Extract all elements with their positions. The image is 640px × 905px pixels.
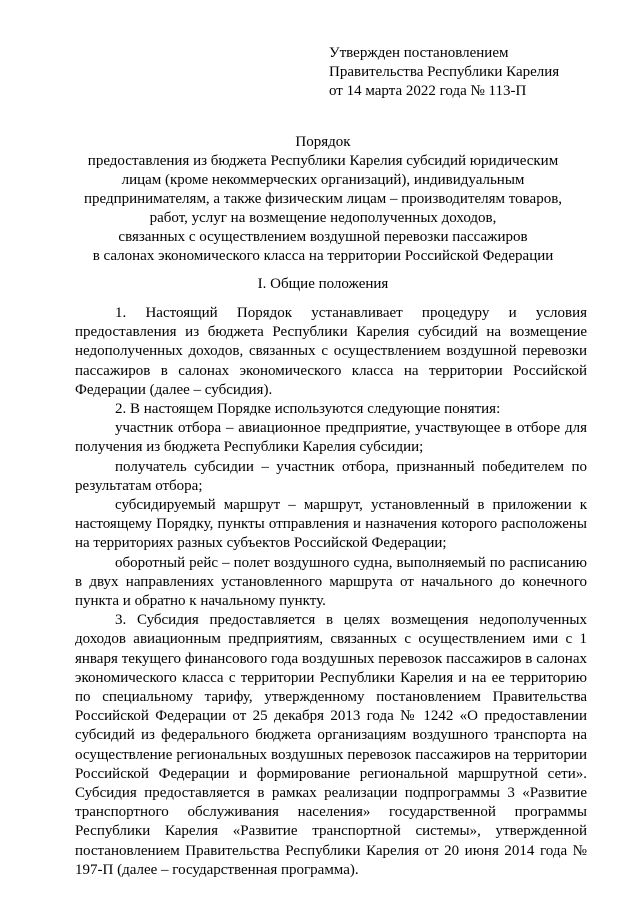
paragraph: 2. В настоящем Порядке используются следующие понятия: — [115, 401, 501, 418]
approval-line: от 14 марта 2022 года № 113-П — [329, 83, 527, 99]
title-line: работ, услуг на возмещение недополученных доходов, — [149, 210, 497, 226]
approval-stamp — [329, 44, 589, 101]
paragraph: получатель субсидии – участник отбора, признанный победителем по результатам отбора; — [75, 458, 587, 494]
title-line: лицам (кроме некоммерческих организаций), индивидуальным — [121, 172, 525, 188]
title-line: в салонах экономического класса на территории Российской Федерации — [92, 248, 554, 264]
title-line: предпринимателям, а также физическим лицам – производителям товаров, — [83, 191, 563, 207]
document-title — [60, 133, 586, 266]
title-line: связанных с осуществлением воздушной перевозки пассажиров — [118, 229, 528, 245]
title-line: Порядок — [295, 134, 351, 150]
paragraph: оборотный рейс – полет воздушного судна, выполняемый по расписанию в двух направлениях установленного маршрута от начального до конечного пункта и обратно к начальному пункту. — [75, 554, 587, 610]
title-line: предоставления из бюджета Республики Карелия субсидий юридическим — [87, 153, 559, 169]
paragraph: участник отбора – авиационное предприятие, участвующее в отборе для получения из бюджета Республики Карелия субсидии; — [75, 420, 587, 456]
approval-line: Правительства Республики Карелия — [329, 64, 560, 80]
paragraph: 1. Настоящий Порядок устанавливает процедуру и условия предоставления из бюджета Республики Карелия субсидий на возмещение недополученных доходов, связанных с осуществлением воздушной перевозки пассажиров в салонах экономического класса на территории Российской Федерации (далее – субсидия). — [75, 305, 587, 398]
section-heading: I. Общие положения — [257, 276, 389, 292]
paragraph: субсидируемый маршрут – маршрут, установленный в приложении к настоящему Порядку, пункты отправления и назначения которого расположены на территориях разных субъектов Российской Федерации; — [75, 497, 587, 552]
approval-line: Утвержден постановлением — [329, 45, 509, 61]
document-body — [75, 304, 587, 880]
paragraph: 3. Субсидия предоставляется в целях возмещения недополученных доходов авиационным предприятиям, связанных с осуществлением ими с 1 января текущего финансового года воздушных перевозок пассажиров в салонах экономического класса с территории Республики Карелия и на ее территорию по специальному тарифу, утвержденному постановлением Правительства Российской Федерации от 25 декабря 2013 года № 1242 «О предоставлении субсидий из федерального бюджета организациям воздушного транспорта на осуществление региональных воздушных перевозок пассажиров на территории Российской Федерации и формирование региональной маршрутной сети». Субсидия предоставляется в рамках реализации подпрограммы 3 «Развитие транспортного обслуживания населения» государственной программы Республики Карелия «Развитие транспортной системы», утвержденной постановлением Правительства Республики Карелия от 20 июня 2014 года № 197-П (далее – государственная программа). — [75, 612, 587, 878]
